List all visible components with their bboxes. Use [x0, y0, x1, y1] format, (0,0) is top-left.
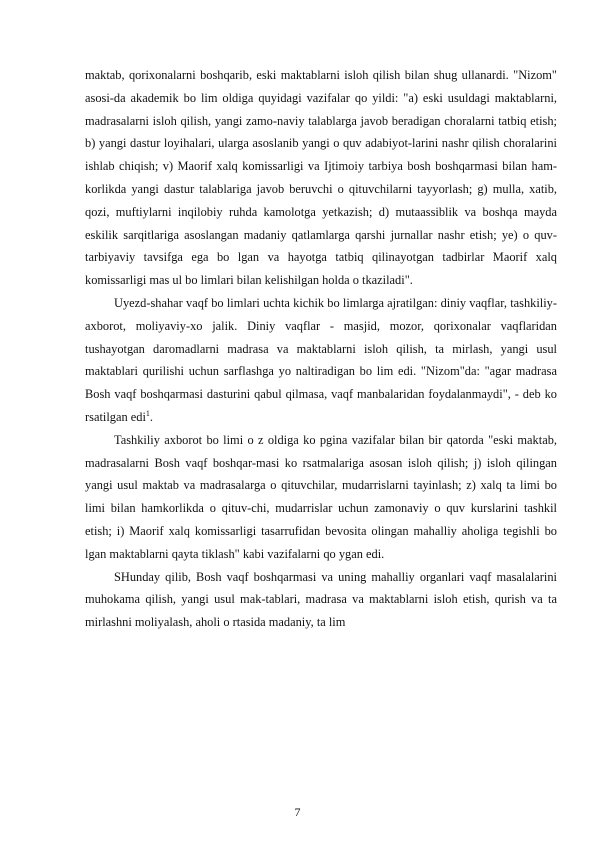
paragraph-2-end: . [149, 409, 154, 424]
paragraph-3: Tashkiliy axborot bo limi o z oldiga ko pgina vazifalar bilan bir qatorda "eski maktab, madrasalarni Bosh vaqf boshqar-masi ko rsatmalariga asosan isloh qilish; j) isloh qilingan yangi usul maktab va madrasalarga o qituvchilar, mudarrislarni tayinlash; z) xalq ta limi bo limi bilan hamkorlikda o qituv-chi, mudarrislar uchun zamonaviy o quv kurslarini tashkil etish; i) Maorif xalq komissarligi tasarrufidan bevosita olingan mahalliy aholiga tegishli bo lgan maktablarni qayta tiklash" kabi vazifalarni qo ygan edi. [85, 432, 557, 561]
paragraph-4: SHunday qilib, Bosh vaqf boshqarmasi va uning mahalliy organlari vaqf masalalarini muhokama qilish, yangi usul mak-tablari, madrasa va maktablarni isloh etish, qurish va ta mirlashni moliyalash, aholi o rtasida madaniy, ta lim [85, 569, 557, 630]
paragraph-2 [85, 292, 557, 429]
paragraph-2-text: Uyezd-shahar vaqf bo limlari uchta kichik bo limlarga ajratilgan: diniy vaqflar, tashkiliy-axborot, moliyaviy-xo jalik. Diniy vaqflar - masjid, mozor, qorixonalar vaqflaridan tushayotgan daromadlarni madrasa va maktablarni isloh qilish, ta mirlash, yangi usul maktablari qurilishi uchun sarflashga yo naltiradigan bo lim edi. "Nizom"da: "agar madrasa Bosh vaqf boshqarmasi dasturini qabul qilmasa, vaqf manbalaridan foydalanmaydi", - deb ko rsatilgan edi [85, 295, 557, 424]
footnote-marker[interactable]: 1 [145, 408, 150, 418]
paragraph-1: maktab, qorixonalarni boshqarib, eski maktablarni isloh qilish bilan shug ullanardi. "Nizom" asosi-da akademik bo lim oldiga quyidagi vazifalar qo yildi: "a) eski usuldagi maktablarni, madrasalarni isloh qilish, yangi zamo-naviy talablarga javob beradigan choralarni tatbiq etish; b) yangi dastur loyihalari, ularga asoslanib yangi o quv adabiyot-larini nashr qilish choralarini ishlab chiqish; v) Maorif xalq komissarligi va Ijtimoiy tarbiya bosh boshqarmasi bilan ham-korlikda yangi dastur talablariga javob beruvchi o qituvchilarni tayyorlash; g) mulla, xatib, qozi, muftiylarni inqilobiy ruhda kamolotga yetkazish; d) mutaassiblik va boshqa mayda eskilik sarqitlariga asoslangan madaniy qatlamlarga qarshi jurnallar nashr etish; ye) o quv-tarbiyaviy tavsifga ega bo lgan va hayotga tatbiq qilinayotgan tadbirlar Maorif xalq komissarligi mas ul bo limlari bilan kelishilgan holda o tkaziladi". [85, 68, 557, 288]
document-body [85, 64, 557, 634]
page-number: 7 [294, 805, 301, 819]
